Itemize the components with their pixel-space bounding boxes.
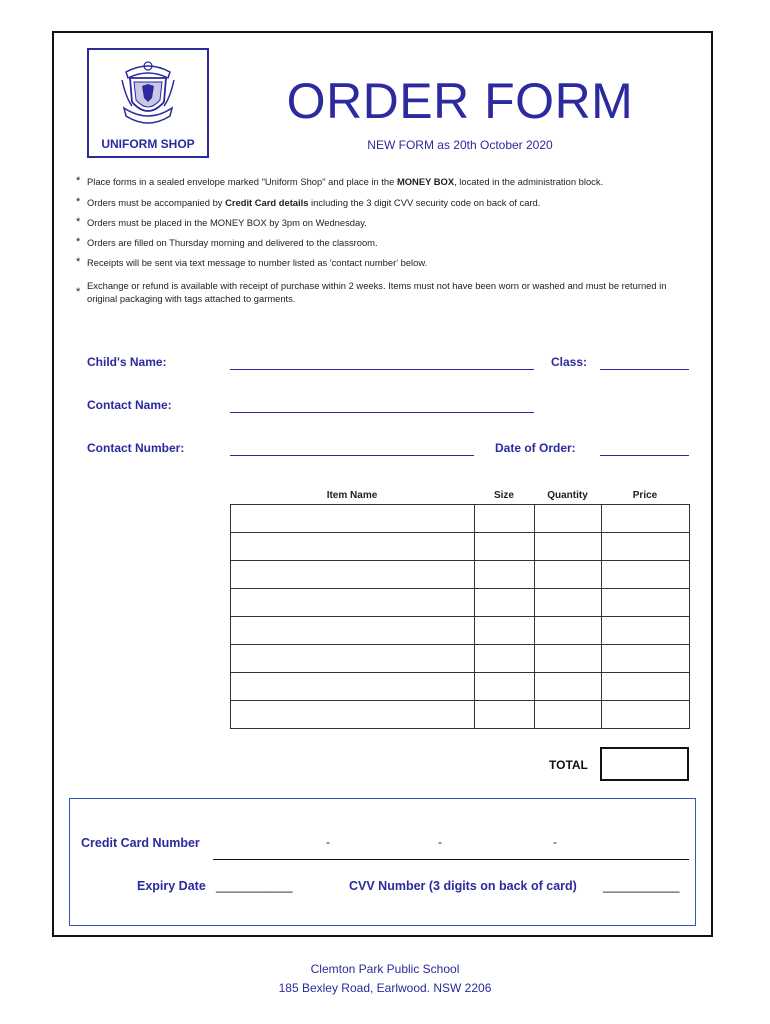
footer-school-name: Clemton Park Public School [310,962,460,976]
table-row [231,505,690,533]
rule-text: Orders must be placed in the MONEY BOX by 3pm on Wednesday. [87,217,367,228]
bullet-icon: * [76,196,81,208]
item-name-cell[interactable] [231,673,475,701]
bullet-icon: * [76,175,81,187]
column-header-item-name: Item Name [326,490,378,501]
item-name-cell[interactable] [231,533,475,561]
card-number-separator: - [553,835,557,849]
school-crest-icon [118,58,178,130]
order-items-table [230,504,690,729]
price-cell[interactable] [602,617,690,645]
card-number-separator: - [326,835,330,849]
rule-bold: Credit Card details [225,197,309,208]
date-of-order-label: Date of Order: [495,441,576,455]
item-name-cell[interactable] [231,617,475,645]
price-cell[interactable] [602,561,690,589]
size-cell[interactable] [475,561,535,589]
contact-name-field[interactable] [230,412,534,413]
rule-bold: MONEY BOX [396,176,455,187]
table-row [231,673,690,701]
column-header-size: Size [493,490,514,501]
quantity-cell[interactable] [535,673,602,701]
quantity-cell[interactable] [535,589,602,617]
cvv-label: CVV Number (3 digits on back of card) [349,879,577,893]
table-row [231,645,690,673]
item-name-cell[interactable] [231,589,475,617]
item-name-cell[interactable] [231,561,475,589]
date-of-order-field[interactable] [600,455,689,456]
page-title: ORDER FORM [286,73,634,129]
quantity-cell[interactable] [535,701,602,729]
bullet-icon: * [76,256,81,268]
logo-text: UNIFORM SHOP [101,137,195,151]
table-row [231,701,690,729]
card-number-separator: - [438,835,442,849]
item-name-cell[interactable] [231,645,475,673]
footer-address: 185 Bexley Road, Earlwood. NSW 2206 [278,981,492,995]
quantity-cell[interactable] [535,533,602,561]
class-label: Class: [551,355,588,369]
table-row [231,533,690,561]
rule-text: , located in the administration block. [454,176,604,187]
rule-text: Receipts will be sent via text message to number listed as 'contact number' below. [87,257,428,268]
contact-number-field[interactable] [230,455,474,456]
table-row [231,561,690,589]
child-name-label: Child's Name: [87,355,167,369]
price-cell[interactable] [602,589,690,617]
credit-card-number-label: Credit Card Number [81,836,200,850]
rule-text: Orders must be accompanied by [87,197,226,208]
contact-name-label: Contact Name: [87,398,172,412]
expiry-date-field[interactable]: ___________ [216,879,293,893]
school-logo [87,48,209,158]
rule-text: Orders are filled on Thursday morning and delivered to the classroom. [87,237,378,248]
item-name-cell[interactable] [231,505,475,533]
expiry-date-label: Expiry Date [137,879,206,893]
rule-text: including the 3 digit CVV security code on back of card. [308,197,541,208]
size-cell[interactable] [475,533,535,561]
total-field[interactable] [600,747,689,781]
column-header-quantity: Quantity [547,490,588,501]
price-cell[interactable] [602,645,690,673]
bullet-icon: * [76,286,81,298]
bullet-icon: * [76,236,81,248]
rule-text: Exchange or refund is available with receipt of purchase within 2 weeks. Items must not have been worn or washed and must be returned in original packaging with tags attached to garments. [87,280,667,304]
quantity-cell[interactable] [535,617,602,645]
class-field[interactable] [600,369,689,370]
bullet-icon: * [76,216,81,228]
credit-card-section [69,798,696,926]
size-cell[interactable] [475,617,535,645]
quantity-cell[interactable] [535,561,602,589]
item-name-cell[interactable] [231,701,475,729]
credit-card-number-field[interactable] [213,859,689,860]
price-cell[interactable] [602,701,690,729]
page-subtitle: NEW FORM as 20th October 2020 [367,138,553,152]
size-cell[interactable] [475,645,535,673]
size-cell[interactable] [475,673,535,701]
total-label: TOTAL [549,758,588,772]
cvv-field[interactable]: ___________ [603,879,680,893]
size-cell[interactable] [475,701,535,729]
price-cell[interactable] [602,673,690,701]
table-row [231,589,690,617]
contact-number-label: Contact Number: [87,441,185,455]
size-cell[interactable] [475,505,535,533]
price-cell[interactable] [602,533,690,561]
quantity-cell[interactable] [535,505,602,533]
quantity-cell[interactable] [535,645,602,673]
rule-text: Place forms in a sealed envelope marked "Uniform Shop" and place in the [87,176,397,187]
child-name-field[interactable] [230,369,534,370]
size-cell[interactable] [475,589,535,617]
price-cell[interactable] [602,505,690,533]
column-header-price: Price [632,490,658,501]
table-row [231,617,690,645]
